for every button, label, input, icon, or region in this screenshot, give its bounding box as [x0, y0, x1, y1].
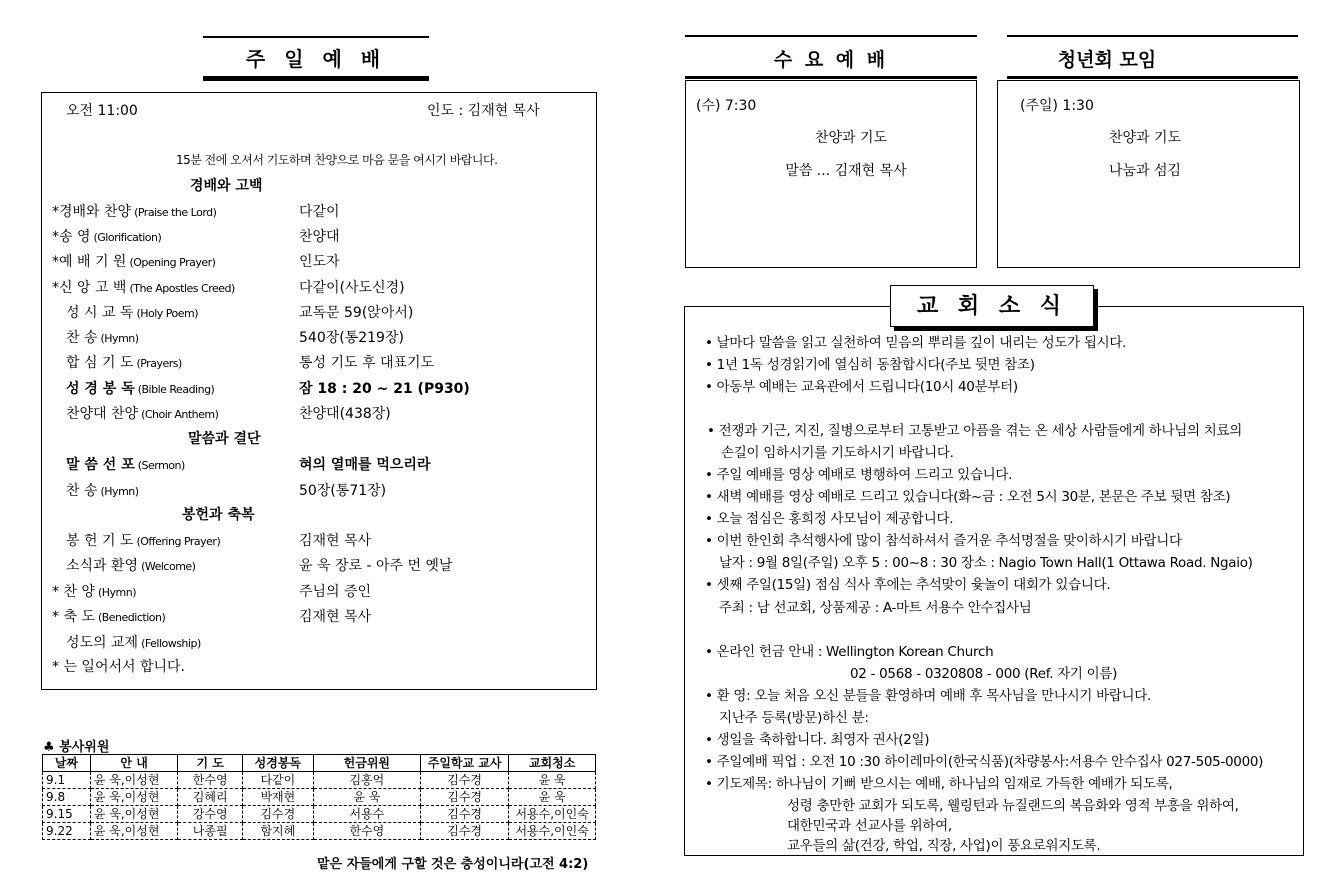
volunteers-cell: 9.15 [43, 806, 91, 823]
wednesday-line-2: 말씀 ... 김재현 목사 [785, 163, 907, 179]
sunday-notice: 15분 전에 오셔서 기도하며 찬양으로 마음 문을 여시기 바랍니다. [176, 153, 498, 167]
volunteers-cell: 김혜리 [178, 789, 243, 806]
order-item-person: 김재현 목사 [299, 609, 372, 625]
wednesday-time: (수) 7:30 [696, 98, 757, 114]
volunteers-cell: 박재현 [243, 789, 314, 806]
news-item: • 오늘 점심은 홍희정 사모님이 제공합니다. [705, 511, 954, 527]
section-heading-word: 말씀과 결단 [188, 431, 261, 447]
sunday-time: 오전 11:00 [66, 103, 138, 119]
volunteers-cell: 한수영 [313, 823, 420, 840]
volunteers-cell: 다같이 [243, 772, 314, 789]
volunteers-header-cell: 주일학교 교사 [421, 755, 509, 772]
volunteers-cell: 9.22 [43, 823, 91, 840]
order-item-name: 봉 헌 기 도 (Offering Prayer) [66, 533, 221, 549]
news-item: 날자 : 9월 8일(주일) 오후 5 : 00~8 : 30 장소 : Nagio Town Hall(1 Ottawa Road. Ngaio) [719, 555, 1253, 571]
wednesday-title-top-rule [685, 35, 977, 37]
volunteers-cell: 윤 욱 [313, 789, 420, 806]
order-item-person: 다같이(사도신경) [299, 280, 405, 296]
youth-title-bottom-rule [1007, 76, 1298, 79]
order-item-person: 찬양대(438장) [299, 406, 391, 422]
order-item-person: 잠 18 : 20 ~ 21 (P930) [299, 381, 470, 397]
news-item: 성령 충만한 교회가 되도록, 웰링턴과 뉴질랜드의 복음화와 영적 부흥을 위하여, [787, 798, 1239, 814]
order-item-name: 성도의 교제 (Fellowship) [66, 635, 201, 651]
wednesday-line-1: 찬양과 기도 [814, 130, 888, 146]
wednesday-title: 수 요 예 배 [773, 49, 889, 71]
order-item-english: (Benediction) [94, 611, 166, 624]
news-item: • 아동부 예배는 교육관에서 드립니다(10시 40분부터) [705, 379, 1018, 395]
news-item: • 이번 한인회 추석행사에 많이 참석하셔서 즐거운 추석명절을 맞이하시기 바랍니다 [705, 533, 1182, 549]
volunteers-cell: 윤 욱 [509, 789, 596, 806]
volunteers-cell: 윤 욱,이성현 [90, 772, 178, 789]
order-item-person: 찬양대 [299, 229, 340, 245]
news-item: 지난주 등록(방문)하신 분: [719, 710, 869, 726]
volunteers-cell: 김수경 [421, 823, 509, 840]
news-item: • 전쟁과 기근, 지진, 질병으로부터 고통받고 아픔을 겪는 온 세상 사람들에게 하나님의 치료의 [707, 423, 1242, 439]
order-item-english: (Choir Anthem) [138, 408, 219, 421]
order-item-name: 찬 송 (Hymn) [66, 483, 139, 499]
order-item-english: (Hymn) [94, 586, 137, 599]
table-row [43, 789, 596, 806]
volunteers-table [42, 754, 596, 840]
news-title: 교 회 소 식 [890, 285, 1094, 327]
volunteers-header-cell: 헌금위원 [313, 755, 420, 772]
order-item-name: *예 배 기 원 (Opening Prayer) [52, 254, 216, 270]
order-item-english: (Holy Poem) [133, 307, 199, 320]
volunteers-title: ♣ 봉사위원 [43, 740, 110, 755]
table-row [43, 823, 596, 840]
order-item-name: 찬 송 (Hymn) [66, 330, 139, 346]
order-item-person: 인도자 [299, 254, 340, 270]
order-item-person: 540장(통219장) [299, 330, 404, 346]
order-item-english: (Praise the Lord) [131, 206, 217, 219]
youth-title-top-rule [1007, 35, 1298, 37]
volunteers-cell: 함지혜 [243, 823, 314, 840]
order-item-name: * 찬 양 (Hymn) [52, 584, 137, 600]
order-item-english: (Prayers) [133, 357, 182, 370]
order-item-name: *경배와 찬양 (Praise the Lord) [52, 204, 217, 220]
order-item-english: (The Apostles Creed) [126, 282, 235, 295]
volunteers-cell: 윤 욱,이성현 [90, 806, 178, 823]
volunteers-cell: 서용수,이인숙 [509, 806, 596, 823]
order-item-english: (Sermon) [134, 459, 185, 472]
news-item: • 새벽 예배를 영상 예배로 드리고 있습니다(화~금 : 오전 5시 30분, 본문은 주보 뒷면 참조) [705, 489, 1231, 505]
order-item-name: 성 시 교 독 (Holy Poem) [66, 305, 199, 321]
volunteers-cell: 9.8 [43, 789, 91, 806]
volunteers-cell: 강수영 [178, 806, 243, 823]
volunteers-header-cell: 안 내 [90, 755, 178, 772]
wednesday-title-bottom-rule [685, 76, 977, 79]
news-item: 손길이 임하시기를 기도하시기 바랍니다. [721, 445, 954, 461]
order-item-name: 합 심 기 도 (Prayers) [66, 355, 182, 371]
youth-title: 청년회 모임 [1057, 49, 1157, 71]
news-item: • 온라인 헌금 안내 : Wellington Korean Church [705, 644, 994, 660]
order-item-person: 윤 욱 장로 - 아주 먼 옛날 [299, 558, 453, 574]
sunday-leader: 인도 : 김재현 목사 [427, 103, 540, 119]
sunday-title: 주 일 예 배 [245, 47, 387, 71]
section-heading-offering: 봉헌과 축복 [182, 507, 255, 523]
youth-line-2: 나눔과 섬김 [1108, 163, 1182, 179]
order-item-name: *송 영 (Glorification) [52, 229, 162, 245]
order-item-name: 말 씀 선 포 (Sermon) [66, 457, 185, 473]
order-item-name: 찬양대 찬양 (Choir Anthem) [66, 406, 219, 422]
news-item: • 주일 예배를 영상 예배로 병행하여 드리고 있습니다. [705, 467, 1013, 483]
order-item-name: 소식과 환영 (Welcome) [66, 558, 196, 574]
news-item: 교우들의 삶(건강, 학업, 직장, 사업)이 풍요로워지도록. [787, 838, 1101, 854]
order-item-name: * 축 도 (Benediction) [52, 609, 166, 625]
order-item-person: 김재현 목사 [299, 533, 372, 549]
volunteers-cell: 윤 욱,이성현 [90, 823, 178, 840]
volunteers-cell: 9.1 [43, 772, 91, 789]
volunteers-cell: 서용수 [313, 806, 420, 823]
volunteers-cell: 한수영 [178, 772, 243, 789]
news-item: • 주일예배 픽업 : 오전 10 :30 하이레마이(한국식품)(차량봉사:서용수 안수집사 027-505-0000) [705, 754, 1264, 770]
volunteers-cell: 윤 욱 [509, 772, 596, 789]
order-item-english: (Hymn) [97, 332, 139, 345]
youth-line-1: 찬양과 기도 [1108, 130, 1182, 146]
order-item-person: 다같이 [299, 204, 340, 220]
section-heading-worship: 경배와 고백 [190, 178, 263, 194]
table-row [43, 806, 596, 823]
order-item-english: (Glorification) [90, 231, 162, 244]
news-item: • 날마다 말씀을 읽고 실천하여 믿음의 뿌리를 깊이 내리는 성도가 됩시다. [705, 335, 1127, 351]
volunteers-header-cell: 날짜 [43, 755, 91, 772]
news-item: • 기도제목: 하나님이 기뻐 받으시는 예배, 하나님의 임재로 가득한 예배가 되도록, [705, 776, 1173, 792]
order-item-person: 통성 기도 후 대표기도 [299, 355, 435, 371]
sunday-title-bottom-rule [203, 76, 429, 81]
bible-verse: 맡은 자들에게 구할 것은 충성이니라(고전 4:2) [317, 857, 589, 872]
volunteers-cell: 김수경 [421, 772, 509, 789]
order-item-english: (Bible Reading) [134, 383, 215, 396]
volunteers-header-cell: 기 도 [178, 755, 243, 772]
order-item-english: (Opening Prayer) [126, 256, 216, 269]
volunteers-cell: 김수경 [421, 789, 509, 806]
volunteers-cell: 나종필 [178, 823, 243, 840]
order-item-person: 교독문 59(앉아서) [299, 305, 414, 321]
volunteers-cell: 김홍억 [313, 772, 420, 789]
volunteers-cell: 서용수,이인숙 [509, 823, 596, 840]
news-item: • 셋째 주일(15일) 점심 식사 후에는 추석맞이 윷놀이 대회가 있습니다. [705, 577, 1111, 593]
volunteers-header-cell: 교회청소 [509, 755, 596, 772]
order-item-name: 성 경 봉 독 (Bible Reading) [66, 381, 215, 397]
news-item: 주최 : 남 선교회, 상품제공 : A-마트 서용수 안수집사님 [719, 600, 1032, 616]
volunteers-header-cell: 성경봉독 [243, 755, 314, 772]
news-item: 02 - 0568 - 0320808 - 000 (Ref. 자기 이름) [850, 666, 1118, 682]
volunteers-cell: 김수경 [243, 806, 314, 823]
order-item-english: (Offering Prayer) [133, 535, 221, 548]
news-item: • 생일을 축하합니다. 최영자 권사(2일) [705, 732, 930, 748]
order-item-person: 혀의 열매를 먹으리라 [299, 457, 431, 473]
news-item: • 환 영: 오늘 처음 오신 분들을 환영하며 예배 후 목사님을 만나시기 바랍니다. [705, 688, 1152, 704]
sunday-title-top-rule [203, 36, 429, 38]
news-item: • 1년 1독 성경읽기에 열심히 동참합시다(주보 뒷면 참조) [705, 357, 1035, 373]
volunteers-header-row [43, 755, 596, 772]
order-item-english: (Fellowship) [138, 637, 201, 650]
order-item-person: 50장(통71장) [299, 483, 387, 499]
youth-time: (주일) 1:30 [1020, 98, 1094, 114]
news-item: 대한민국과 선교사를 위하여, [787, 818, 952, 834]
volunteers-cell: 김수경 [421, 806, 509, 823]
volunteers-cell: 윤 욱,이성현 [90, 789, 178, 806]
order-item-name: *신 앙 고 백 (The Apostles Creed) [52, 280, 235, 296]
order-item-english: (Welcome) [138, 560, 196, 573]
standing-footnote: * 는 일어서서 합니다. [52, 659, 185, 675]
order-item-person: 주님의 증인 [299, 584, 372, 600]
order-item-english: (Hymn) [97, 485, 139, 498]
table-row [43, 772, 596, 789]
